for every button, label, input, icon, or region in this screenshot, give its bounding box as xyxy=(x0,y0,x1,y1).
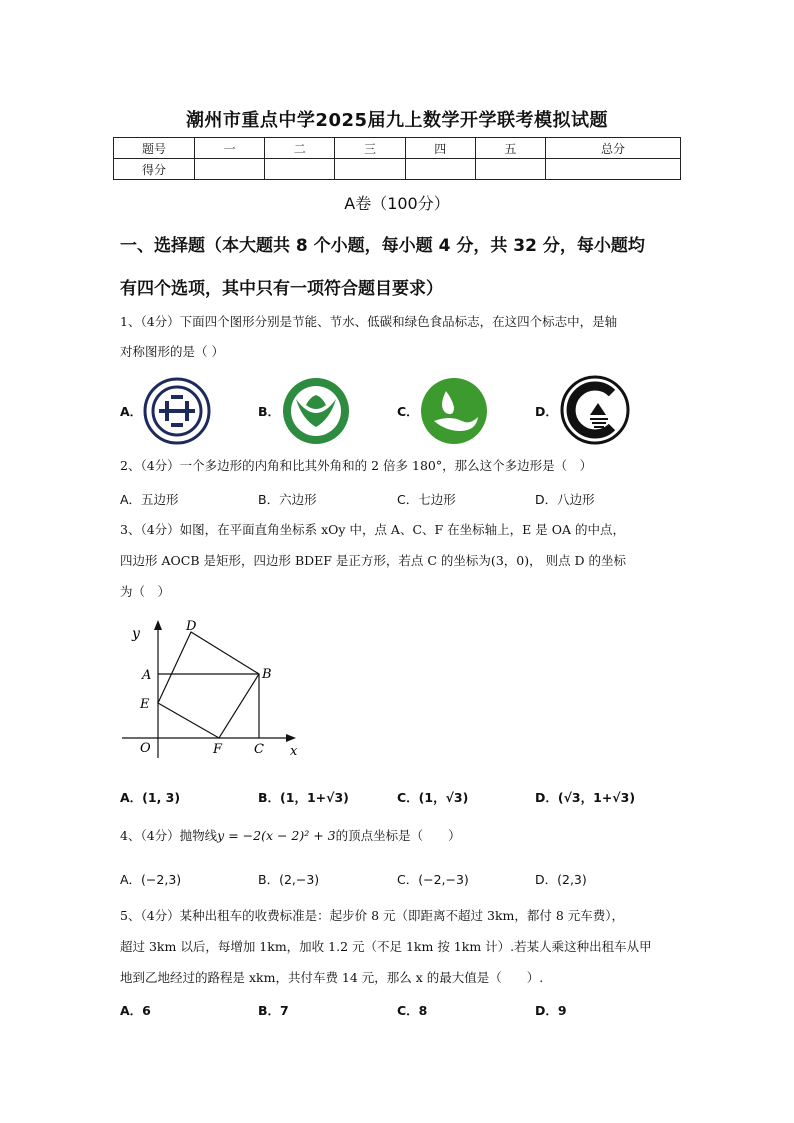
score-input-cell xyxy=(405,159,475,180)
label-x: x xyxy=(290,744,298,759)
score-table-cell: 得分 xyxy=(114,159,195,180)
label-e: E xyxy=(140,697,150,712)
score-table-cell: 二 xyxy=(265,138,335,159)
q3-option-b: B．(1，1+√3) xyxy=(258,790,349,805)
q4-text xyxy=(120,828,685,844)
q5-text-line3: 地到乙地经过的路程是 xkm，共付车费 14 元，那么 x 的最大值是（ ）. xyxy=(120,970,544,985)
exam-title: 潮州市重点中学2025届九上数学开学联考模拟试题 xyxy=(185,110,609,131)
score-table-cell: 题号 xyxy=(114,138,195,159)
q5-text-line2: 超过 3km 以后，每增加 1km，加收 1.2 元（不足 1km 按 1km 计）.若某人乘这种出租车从甲 xyxy=(120,939,652,954)
square-bdef xyxy=(158,632,259,738)
q3-option-d: D．(√3，1+√3) xyxy=(535,790,636,805)
score-input-cell xyxy=(546,159,681,180)
q1-option-a-label: A． xyxy=(120,404,143,419)
score-table-cell: 四 xyxy=(405,138,475,159)
q4-option-d: D．(2,3) xyxy=(535,872,587,887)
q4-option-a: A．(−2,3) xyxy=(120,872,182,887)
q1-option-d-label: D． xyxy=(535,404,558,419)
q5-option-d: D．9 xyxy=(535,1003,567,1018)
score-table-cell: 总分 xyxy=(546,138,681,159)
x-axis-arrow-icon xyxy=(286,734,296,742)
score-input-cell xyxy=(475,159,545,180)
q4-option-c: C．(−2,−3) xyxy=(397,872,469,887)
q1-option-c-label: C． xyxy=(397,404,419,419)
q2-option-d: D．八边形 xyxy=(535,492,595,507)
energy-saving-logo-icon xyxy=(143,377,211,445)
label-c: C xyxy=(254,742,264,757)
q4-text-before: 4、（4分）抛物线 xyxy=(120,828,218,843)
q1-text-line2: 对称图形的是（ ） xyxy=(120,344,224,359)
q3-text-line1: 3、（4分）如图，在平面直角坐标系 xOy 中，点 A、C、F 在坐标轴上，E 是 OA 的中点， xyxy=(120,522,625,537)
q1-text-line1: 1、（4分）下面四个图形分别是节能、节水、低碳和绿色食品标志，在这四个标志中，是轴 xyxy=(120,314,618,329)
q2-option-c: C．七边形 xyxy=(397,492,456,507)
score-table-cell: 一 xyxy=(195,138,265,159)
label-b: B xyxy=(262,667,272,682)
q5-option-b: B．7 xyxy=(258,1003,289,1018)
score-table-header-row xyxy=(114,138,681,159)
q4-option-b: B．(2,−3) xyxy=(258,872,320,887)
score-input-cell xyxy=(195,159,265,180)
q4-formula: y = −2(x − 2)² + 3 xyxy=(217,828,336,843)
q3-text-line3: 为（ ） xyxy=(120,584,171,599)
label-o: O xyxy=(140,741,151,756)
label-y: y xyxy=(132,626,140,642)
q2-option-b: B．六边形 xyxy=(258,492,317,507)
score-table-cell: 三 xyxy=(335,138,405,159)
green-food-logo-icon xyxy=(560,375,630,445)
q4-text-after: 的顶点坐标是（ ） xyxy=(335,828,461,843)
section-1-heading-line2: 有四个选项，其中只有一项符合题目要求） xyxy=(120,279,443,299)
section-a-heading: A卷（100分） xyxy=(344,194,450,213)
label-a: A xyxy=(142,668,152,683)
score-input-cell xyxy=(265,159,335,180)
low-carbon-logo-icon xyxy=(420,377,488,445)
score-table-cell: 五 xyxy=(475,138,545,159)
q5-option-a: A．6 xyxy=(120,1003,151,1018)
q3-coordinate-figure xyxy=(118,612,318,772)
q3-option-c: C．(1，√3) xyxy=(397,790,469,805)
water-saving-logo-icon xyxy=(282,377,350,445)
score-table xyxy=(113,137,681,180)
label-d: D xyxy=(186,619,197,634)
q3-option-a: A．(1, 3) xyxy=(120,790,181,805)
q3-text-line2: 四边形 AOCB 是矩形，四边形 BDEF 是正方形，若点 C 的坐标为(3，0)， 则点 D 的坐标 xyxy=(120,553,627,568)
section-1-heading-line1: 一、选择题（本大题共 8 个小题，每小题 4 分，共 32 分，每小题均 xyxy=(120,236,645,256)
q2-text: 2、（4分）一个多边形的内角和比其外角和的 2 倍多 180°，那么这个多边形是（ ） xyxy=(120,458,593,473)
q1-option-b-label: B． xyxy=(258,404,281,419)
y-axis-arrow-icon xyxy=(154,620,162,630)
score-input-cell xyxy=(335,159,405,180)
label-f: F xyxy=(213,742,223,757)
q5-option-c: C．8 xyxy=(397,1003,428,1018)
q2-option-a: A．五边形 xyxy=(120,492,179,507)
q5-text-line1: 5、（4分）某种出租车的收费标准是：起步价 8 元（即距离不超过 3km，都付 8 元车费）， xyxy=(120,908,625,923)
score-table-score-row xyxy=(114,159,681,180)
